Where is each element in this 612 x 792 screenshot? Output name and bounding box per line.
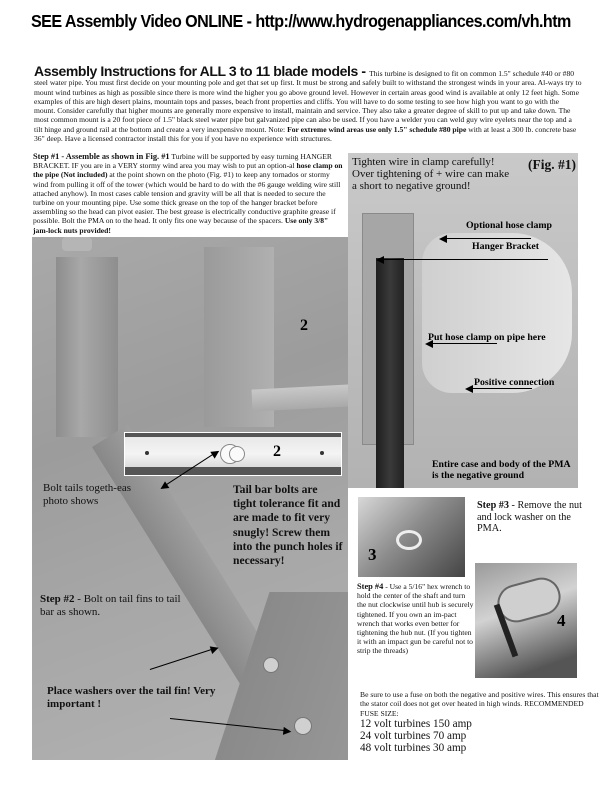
step3-paragraph [477,500,587,535]
hanger-bracket-label: Hanger Bracket [472,241,540,252]
step1-paragraph [33,152,343,235]
washer-bolt-1 [263,657,279,673]
step3-photo-number: 3 [368,545,377,564]
tail-bar-bolts-note: Tail bar bolts are tight tolerance fit and are made to fit very snugly! Screw them into the punch holes if necessary! [233,483,343,568]
step1-bold-clamp: hose clamp on the pipe [33,161,343,180]
step4-wrench-photo [475,563,577,678]
negative-ground-label: Entire case and body of the PMA is the negative ground [432,459,571,481]
step4-photo-number: 4 [557,611,566,630]
step1-not-included: (Not included) [58,170,108,180]
step1-text-1: Turbine will be supported by easy turning HANGER BRACKET. IF you are in a VERY stormy wind area you may wish to put an option-al [33,152,332,171]
step1-heading: Step #1 - Assemble as shown in Fig. #1 [33,152,170,161]
hose-clamp-arrow [441,238,531,239]
tail-assembly-photo [32,237,348,760]
step2-heading: Step #2 [40,593,75,605]
step3-heading: Step #3 [477,500,509,511]
put-clamp-arrow [427,343,497,344]
step4-paragraph [357,582,475,656]
bolt-tails-note: Bolt tails togeth-eas photo shows [43,482,131,507]
washer-arrow-1 [150,647,217,670]
punch-hole [145,451,149,455]
optional-hose-clamp-label: Optional hose clamp [466,220,553,231]
positive-connection-label: Positive connection [474,377,555,388]
bracket-eyelet-shape [62,237,92,251]
step2-text: - Bolt on tail fins to tail bar as shown. [40,593,181,618]
bracket-arm-shape [251,384,348,411]
step4-heading: Step #4 [357,582,384,591]
step3-text: - Remove the nut and lock washer on the PMA. [477,500,582,535]
fig1-warning: Tighten wire in clamp carefully! Over tightening of + wire can make a short to negative ground! [352,156,510,193]
fuse-row-12v: 12 volt turbines 150 amp [360,717,472,730]
left-bracket-shape [56,257,118,437]
step4-text: - Use a 5/16" hex wrench to hold the center of the shaft and turn the nut clockwise until hub is securely tightened. If you own an im-pact wrench that works even better for tightening the hub nut. (If you tighten it with an impact gun be careful not to strip the threads) [357,582,474,656]
washer-bolt-2 [294,717,312,735]
photo-number-2: 2 [300,317,308,334]
intro-bold-note: For extreme wind areas use only 1.5" schedule #80 pipe [287,124,467,134]
intro-body: This turbine is designed to fit on common 1.5" schedule #40 or #80 steel water pipe. You must first decide on your mounting pole and get that set up first. It must be strong and safely built to withstand the strongest winds in your area. Al-ways try to mount wind turbines as high as possible since there is more wind the higher you go above ground level. However in certain areas good wind is available at only 12 feet high. Some examples of this are high desert plains, mountain tops and passes, beach front properties and cliffs. You will have to do some testing to see how high you want to go with the mount. Consider carefully that higher mounts are generally more expensive to install, maintain and service. They also take a greater degree of skill to put up and take down. The most common mount is a 20 foot piece of 1.5" black steel water pipe but galvanized pipe can also be used. If you have a welder you can weld guy wire eyelets near the top and a tilt hinge and ground rail at the bottom and create a very inexpensive mount. Note: [34,69,582,134]
fig1-label: (Fig. #1) [528,157,576,172]
fuse-section [360,690,600,754]
fuse-row-24v: 24 volt turbines 70 amp [360,729,467,742]
fig1-hanger-photo [348,153,578,488]
tail-bar-inset-photo [124,432,342,476]
punch-hole [320,451,324,455]
bolt-tails-arrow-tail [162,486,164,488]
fuse-note: Be sure to use a fuse on both the negative and positive wires. This ensures that the stator coil does not get over heated in high winds. [360,690,599,709]
inset-number-2: 2 [273,443,281,460]
positive-connection-arrow [467,388,532,389]
step3-nut-photo [358,497,465,577]
intro-paragraph [34,63,582,144]
put-hose-clamp-label: Put hose clamp on pipe here [428,332,546,343]
step2-note [40,593,190,618]
intro-tail: with at least a 300 lb. concrete base 36" deep. Have a licensed contractor install this for you if you have no experience with structures. [34,124,577,144]
fuse-row-48v: 48 volt turbines 30 amp [360,741,467,754]
lock-washer-shape [396,530,422,550]
pma-body-shape [422,233,572,393]
washers-note: Place washers over the tail fin! Very important ! [47,685,216,710]
video-link-heading[interactable]: SEE Assembly Video ONLINE - http://www.hydrogenappliances.com/vh.htm [31,11,571,31]
hanger-bracket-arrow [378,259,548,260]
mounting-pipe-shape [376,258,404,488]
fuse-recommended-label: RECOMMENDED FUSE SIZE: [360,699,584,718]
assembly-instructions-heading: Assembly Instructions for ALL 3 to 11 blade models - [34,63,370,79]
bolt-head [229,446,245,462]
step1-text-3: at the point shown on the photo (Fig. #1) to keep any tornados or stormy wind from pulling it off of the tower (which would be hard to do with the #6 gauge welding wire still attached anyhow). In most cases cable tension and gravity will be all that is needed to secure the turbine on your mounting pipe. Use some thick grease on the top of the hanger bracket before assembling so the head can pivot easier. The best grease is electrically conductive graphite grease if possible. Bolt the PMA on to the head. It only fits one way because of the spacers. [33,170,341,226]
step1-bold-nuts: Use only 3/8" jam-lock nuts provided! [33,216,329,235]
